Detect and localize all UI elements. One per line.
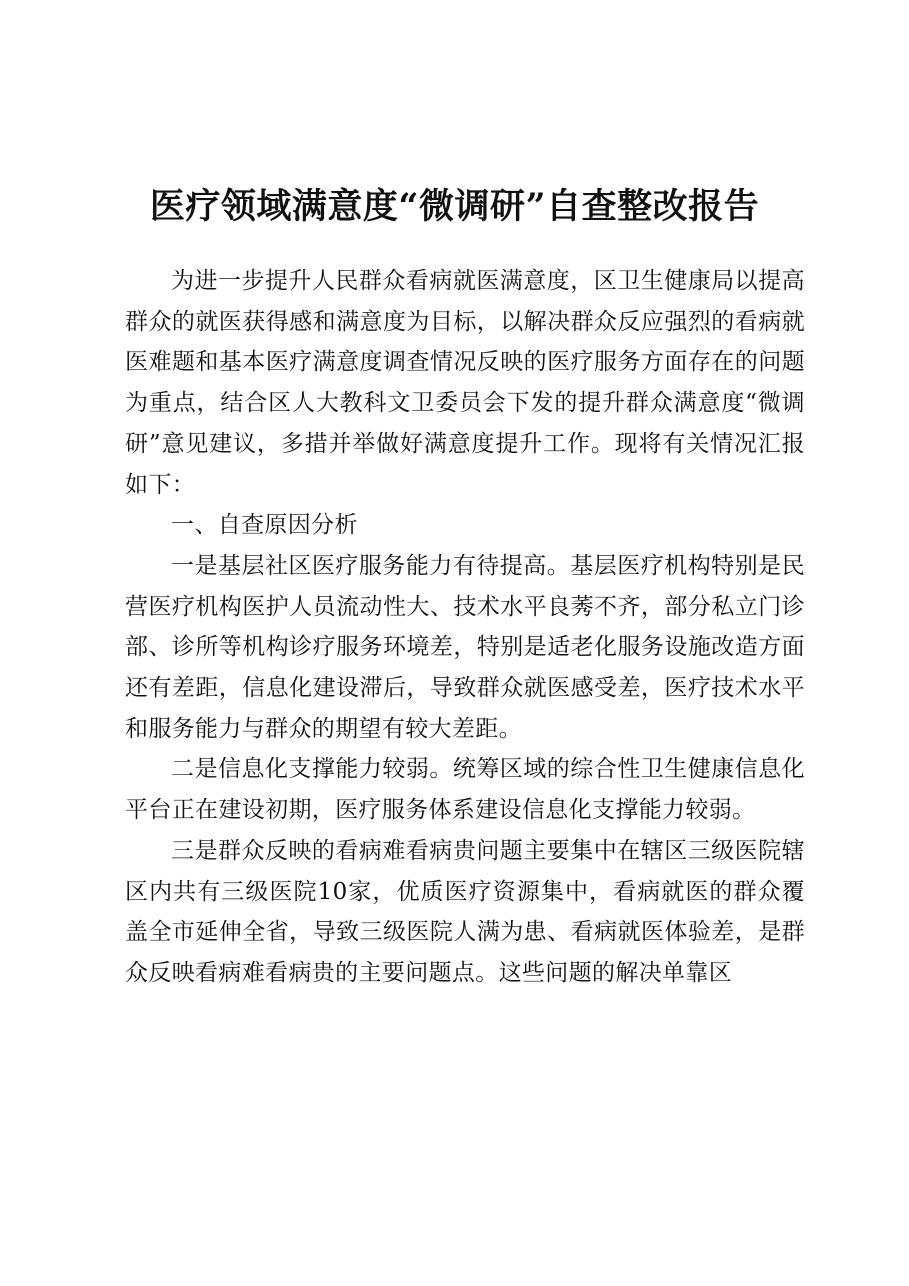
document-title: 医疗领域满意度“微调研”自查整改报告 [149, 186, 760, 227]
body-paragraph: 一是基层社区医疗服务能力有待提高。基层医疗机构特别是民营医疗机构医护人员流动性大、技术水平良莠不齐，部分私立门诊部、诊所等机构诊疗服务环境差，特别是适老化服务设施改造方面还有差距，信息化建设滞后，导致群众就医感受差，医疗技术水平和服务能力与群众的期望有较大差距。 [125, 552, 805, 742]
document-body [125, 261, 805, 994]
section-heading: 一、自查原因分析 [171, 512, 358, 539]
body-paragraph: 三是群众反映的看病难看病贵问题主要集中在辖区三级医院辖区内共有三级医院10家，优质医疗资源集中，看病就医的群众覆盖全市延伸全省，导致三级医院人满为患、看病就医体验差，是群众反映看病难看病贵的主要问题点。这些问题的解决单靠区 [125, 837, 805, 986]
body-paragraph: 二是信息化支撑能力较弱。统筹区域的综合性卫生健康信息化平台正在建设初期，医疗服务体系建设信息化支撑能力较弱。 [125, 756, 805, 824]
intro-paragraph: 为进一步提升人民群众看病就医满意度，区卫生健康局以提高群众的就医获得感和满意度为目标，以解决群众反应强烈的看病就医难题和基本医疗满意度调查情况反映的医疗服务方面存在的问题为重点，结合区人大教科文卫委员会下发的提升群众满意度“微调研”意见建议，多措并举做好满意度提升工作。现将有关情况汇报如下： [125, 268, 805, 498]
